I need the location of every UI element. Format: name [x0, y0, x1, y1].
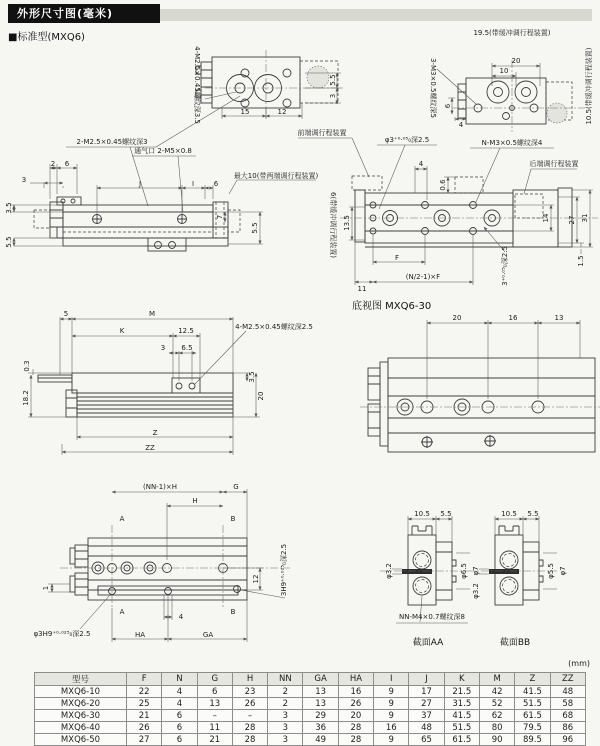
- adjuster-note: 10.5(带缓冲调行程装置): [585, 47, 593, 125]
- thread-note: NN-M4×0.7螺纹深8: [399, 613, 465, 621]
- table-header-row: [35, 673, 586, 686]
- value-cell: 22: [127, 686, 162, 698]
- value-cell: 28: [338, 734, 373, 746]
- column-header: I: [374, 673, 409, 686]
- dim-label: 15: [240, 108, 250, 116]
- value-cell: 61.5: [515, 710, 550, 722]
- column-header: F: [127, 673, 162, 686]
- value-cell: –: [232, 710, 267, 722]
- value-cell: 11: [197, 722, 232, 734]
- value-cell: 41.5: [444, 710, 479, 722]
- value-cell: 25: [127, 698, 162, 710]
- value-cell: 61.5: [444, 734, 479, 746]
- dim-label: 20: [511, 57, 521, 65]
- table-row: [35, 686, 586, 698]
- dim-label: 31: [581, 213, 589, 223]
- dim-label: 12.5: [178, 327, 194, 335]
- value-cell: 31.5: [444, 698, 479, 710]
- column-header: M: [479, 673, 514, 686]
- value-cell: 65: [409, 734, 444, 746]
- model-cell: MXQ6-40: [35, 722, 127, 734]
- port-note: 通气口 2-M5×0.8: [134, 147, 192, 155]
- dim-label: 3: [21, 176, 27, 184]
- table-row: [35, 722, 586, 734]
- dim-label: 10: [499, 67, 509, 75]
- dim-label: 4: [418, 160, 424, 168]
- dim-label: 6: [64, 160, 70, 168]
- thread-note: N-M3×0.5螺纹深4: [481, 139, 543, 147]
- dim-label: 11: [357, 285, 367, 293]
- column-header: NN: [268, 673, 303, 686]
- thread-note: 4-M2.5×0.45螺纹深2.5: [235, 323, 313, 331]
- dim-label: 20: [257, 391, 265, 401]
- dim-label: 14: [542, 213, 550, 223]
- value-cell: 86: [550, 722, 585, 734]
- thread-note: 2-M2.5×0.45螺纹深3: [76, 138, 148, 146]
- hole-note: φ3H9⁺⁰·⁰²⁵₀深2.5: [33, 630, 91, 638]
- dimension-table: [34, 672, 586, 746]
- dim-label: I: [191, 180, 195, 188]
- model-cell: MXQ6-30: [35, 710, 127, 722]
- dim-label: H: [192, 497, 198, 505]
- dim-label: F: [394, 254, 400, 262]
- dim-label: 5.5: [440, 510, 452, 518]
- dim-label: 5.5: [5, 236, 13, 248]
- value-cell: 68: [550, 710, 585, 722]
- dim-label: 3.5: [248, 371, 256, 383]
- page-title: 外形尺寸图(毫米): [8, 4, 160, 23]
- dim-label: φ6.5: [460, 563, 468, 579]
- dim-label: 0.6: [439, 179, 447, 191]
- dim-label: J: [138, 180, 142, 188]
- thread-note: 4-M2.5×0.45螺纹深3.5: [193, 46, 201, 124]
- value-cell: 2: [268, 686, 303, 698]
- dim-label: 16: [508, 314, 518, 322]
- model-cell: MXQ6-20: [35, 698, 127, 710]
- value-cell: 37: [409, 710, 444, 722]
- value-cell: 90: [479, 734, 514, 746]
- value-cell: 89.5: [515, 734, 550, 746]
- value-cell: 13: [303, 686, 338, 698]
- dim-label: GA: [202, 631, 214, 639]
- value-cell: 3: [268, 710, 303, 722]
- section-caption: 截面BB: [499, 638, 531, 648]
- value-cell: 51.5: [444, 722, 479, 734]
- value-cell: 28: [232, 734, 267, 746]
- value-cell: 49: [303, 734, 338, 746]
- table-row: [35, 698, 586, 710]
- dim-label: ZZ: [145, 444, 155, 452]
- dim-label: 0.3: [23, 360, 31, 372]
- value-cell: 29: [303, 710, 338, 722]
- value-cell: 23: [232, 686, 267, 698]
- value-cell: 62: [479, 710, 514, 722]
- value-cell: 21: [127, 710, 162, 722]
- value-cell: 2: [268, 698, 303, 710]
- dim-label: 5.5: [329, 74, 337, 86]
- dim-label: 3: [329, 93, 337, 99]
- value-cell: 79.5: [515, 722, 550, 734]
- dim-label: 13: [554, 314, 564, 322]
- section-letter: A: [119, 608, 125, 616]
- dim-label: 10.5: [414, 510, 430, 518]
- dim-label: 7: [216, 214, 224, 220]
- value-cell: 26: [232, 698, 267, 710]
- tolerance-note: 3⁺⁰·⁰⁵₀深2.5: [501, 246, 509, 286]
- column-header: K: [444, 673, 479, 686]
- dim-label: 2: [50, 160, 56, 168]
- value-cell: 27: [409, 698, 444, 710]
- model-cell: MXQ6-50: [35, 734, 127, 746]
- value-cell: 42: [479, 686, 514, 698]
- column-header: GA: [303, 673, 338, 686]
- value-cell: 21: [197, 734, 232, 746]
- model-cell: MXQ6-10: [35, 686, 127, 698]
- bottom-view-title: 底视图 MXQ6-30: [352, 301, 432, 312]
- value-cell: 48: [409, 722, 444, 734]
- value-cell: 16: [338, 686, 373, 698]
- dim-label: 3.5: [5, 202, 13, 214]
- dim-label: 6.5: [181, 344, 193, 352]
- section-caption: 截面AA: [412, 638, 444, 648]
- dim-label: 3: [160, 344, 166, 352]
- value-cell: 96: [550, 734, 585, 746]
- hole-note: φ3⁺⁰·⁰⁵₀深2.5: [384, 136, 430, 144]
- value-cell: 13: [303, 698, 338, 710]
- adjuster-note: 最大10(带两端调行程装置): [233, 172, 319, 180]
- value-cell: 3: [268, 722, 303, 734]
- dim-label: (NN-1)×H: [142, 483, 178, 491]
- value-cell: 17: [409, 686, 444, 698]
- value-cell: –: [197, 710, 232, 722]
- column-header: Z: [515, 673, 550, 686]
- dim-label: 12: [277, 108, 287, 116]
- value-cell: 41.5: [515, 686, 550, 698]
- dim-label: 1.5: [577, 255, 585, 267]
- value-cell: 4: [162, 698, 197, 710]
- value-cell: 9: [374, 734, 409, 746]
- value-cell: 3: [268, 734, 303, 746]
- value-cell: 51.5: [515, 698, 550, 710]
- dim-label: 6: [444, 103, 452, 109]
- table-row: [35, 710, 586, 722]
- dim-label: 13.5: [343, 215, 351, 231]
- section-letter: A: [119, 515, 125, 523]
- column-header: N: [162, 673, 197, 686]
- table-row: [35, 734, 586, 746]
- column-header: H: [232, 673, 267, 686]
- value-cell: 52: [479, 698, 514, 710]
- thread-note: 3-M3×0.5螺纹深5: [429, 58, 437, 118]
- value-cell: 48: [550, 686, 585, 698]
- dim-label: 20: [452, 314, 462, 322]
- section-letter: B: [230, 515, 236, 523]
- value-cell: 6: [162, 734, 197, 746]
- value-cell: 80: [479, 722, 514, 734]
- column-header: HA: [338, 673, 373, 686]
- dim-label: K: [119, 327, 125, 335]
- adjuster-note: 后端调行程装置: [529, 160, 579, 168]
- value-cell: 6: [162, 722, 197, 734]
- dim-label: HA: [134, 631, 146, 639]
- value-cell: 16: [374, 722, 409, 734]
- dim-label: 4: [178, 613, 184, 621]
- dim-label: φ7: [559, 566, 567, 576]
- dim-label: 27: [568, 215, 576, 225]
- value-cell: 9: [374, 686, 409, 698]
- adjuster-note: 前端调行程装置: [297, 129, 347, 137]
- dim-label: Z: [152, 429, 158, 437]
- value-cell: 4: [162, 686, 197, 698]
- table-body: [35, 686, 586, 746]
- value-cell: 20: [338, 710, 373, 722]
- value-cell: 27: [127, 734, 162, 746]
- column-header: J: [409, 673, 444, 686]
- dim-label: 12: [252, 574, 260, 584]
- dim-label: 5.5: [251, 222, 259, 234]
- column-header: ZZ: [550, 673, 585, 686]
- dim-label: 5.5: [527, 510, 539, 518]
- dim-label: 1: [42, 585, 50, 591]
- value-cell: 9: [374, 698, 409, 710]
- dim-label: (N/2-1)×F: [405, 273, 441, 281]
- series-subtitle: ■标准型(MXQ6): [8, 32, 85, 43]
- dim-label: φ3.2: [472, 583, 480, 599]
- column-header: G: [197, 673, 232, 686]
- value-cell: 26: [338, 698, 373, 710]
- value-cell: 21.5: [444, 686, 479, 698]
- column-header: 型号: [35, 673, 127, 686]
- dim-label: 6: [213, 180, 219, 188]
- dim-label: M: [148, 310, 156, 318]
- value-cell: 13: [197, 698, 232, 710]
- dim-label: φ5.5: [547, 563, 555, 579]
- value-cell: 6: [162, 710, 197, 722]
- dim-label: 18.2: [22, 390, 30, 406]
- value-cell: 28: [232, 722, 267, 734]
- dim-label: G: [233, 483, 239, 491]
- value-cell: 28: [338, 722, 373, 734]
- dim-label: φ3.2: [385, 563, 393, 579]
- dim-label: φ7: [472, 566, 480, 576]
- unit-note: (mm): [568, 659, 590, 668]
- section-letter: B: [230, 608, 236, 616]
- adjuster-note: 6(带缓冲调行程装置): [329, 192, 337, 258]
- value-cell: 9: [374, 710, 409, 722]
- dim-label: 10.5: [501, 510, 517, 518]
- dim-label: 4: [458, 121, 464, 129]
- value-cell: 6: [197, 686, 232, 698]
- value-cell: 26: [127, 722, 162, 734]
- dim-label: 5: [63, 310, 69, 318]
- value-cell: 58: [550, 698, 585, 710]
- adjuster-note: 19.5(带缓冲调行程装置): [473, 29, 551, 37]
- tolerance-note: 3H9⁺⁰·⁰²⁵₀深2.5: [280, 543, 288, 597]
- value-cell: 36: [303, 722, 338, 734]
